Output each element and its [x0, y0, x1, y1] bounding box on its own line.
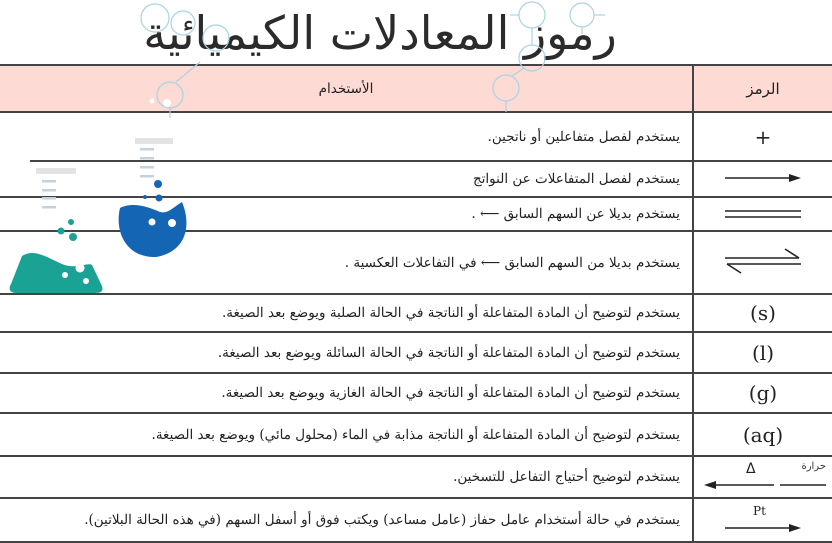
heat-arrow-icon — [698, 479, 828, 491]
symbol-catalyst — [693, 498, 832, 542]
table-row — [0, 456, 832, 498]
double-line-icon — [723, 208, 803, 220]
table-row — [0, 498, 832, 542]
symbol-liquid: (l) — [693, 332, 832, 373]
symbol-aqueous: (aq) — [693, 413, 832, 456]
symbol-gas: (g) — [693, 373, 832, 413]
arrow-right-icon — [723, 171, 803, 185]
usage-cell: يستخدم لفصل المتفاعلات عن النواتج — [0, 161, 693, 197]
usage-cell: يستخدم لتوضيح أن المادة المتفاعلة أو الناتجة في الحالة الصلبة ويوضع بعد الصيغة. — [0, 294, 693, 332]
page-title: رموز المعادلات الكيميائية — [143, 6, 617, 60]
symbol-plus: + — [693, 112, 832, 161]
usage-cell: يستخدم بديلا عن السهم السابق ⟵ . — [0, 197, 693, 231]
catalyst-arrow-group — [723, 502, 803, 538]
usage-cell: يستخدم في حالة أستخدام عامل حفاز (عامل مساعد) ويكتب فوق أو أسفل السهم (في هذه الحالة البلاتين). — [0, 498, 693, 542]
arrow-right-icon — [723, 522, 803, 534]
table-row — [0, 332, 832, 373]
usage-cell: يستخدم لتوضيح أن المادة المتفاعلة أو الناتجة مذابة في الماء (محلول مائي) ويوضع بعد الصيغة. — [0, 413, 693, 456]
usage-cell: يستخدم بديلا من السهم السابق ⟵ في التفاعلات العكسية . — [0, 231, 693, 294]
flasks-illustration — [0, 130, 200, 300]
usage-cell: يستخدم لتوضيح أن المادة المتفاعلة أو الناتجة في الحالة السائلة ويوضع بعد الصيغة. — [0, 332, 693, 373]
symbol-double-line — [693, 197, 832, 231]
symbol-heat — [693, 456, 832, 498]
header-usage: الأستخدام — [0, 65, 693, 112]
table-row — [0, 413, 832, 456]
header-symbol: الرمز — [693, 65, 832, 112]
heat-label: حرارة — [801, 461, 826, 472]
symbol-equilibrium — [693, 231, 832, 294]
catalyst-label: Pt — [753, 504, 766, 518]
usage-cell: يستخدم لتوضيح أن المادة المتفاعلة أو الناتجة في الحالة الغازية ويوضع بعد الصيغة. — [0, 373, 693, 413]
heat-arrow-group — [698, 459, 828, 495]
usage-cell: يستخدم لفصل متفاعلين أو ناتجين. — [0, 112, 693, 161]
symbol-arrow-right — [693, 161, 832, 197]
equilibrium-arrows-icon — [723, 246, 803, 276]
table-header-row — [0, 65, 832, 112]
symbol-solid: (s) — [693, 294, 832, 332]
table-row — [0, 373, 832, 413]
usage-cell: يستخدم لتوضيح أحتياج التفاعل للتسخين. — [0, 456, 693, 498]
delta-symbol: Δ — [746, 461, 756, 477]
